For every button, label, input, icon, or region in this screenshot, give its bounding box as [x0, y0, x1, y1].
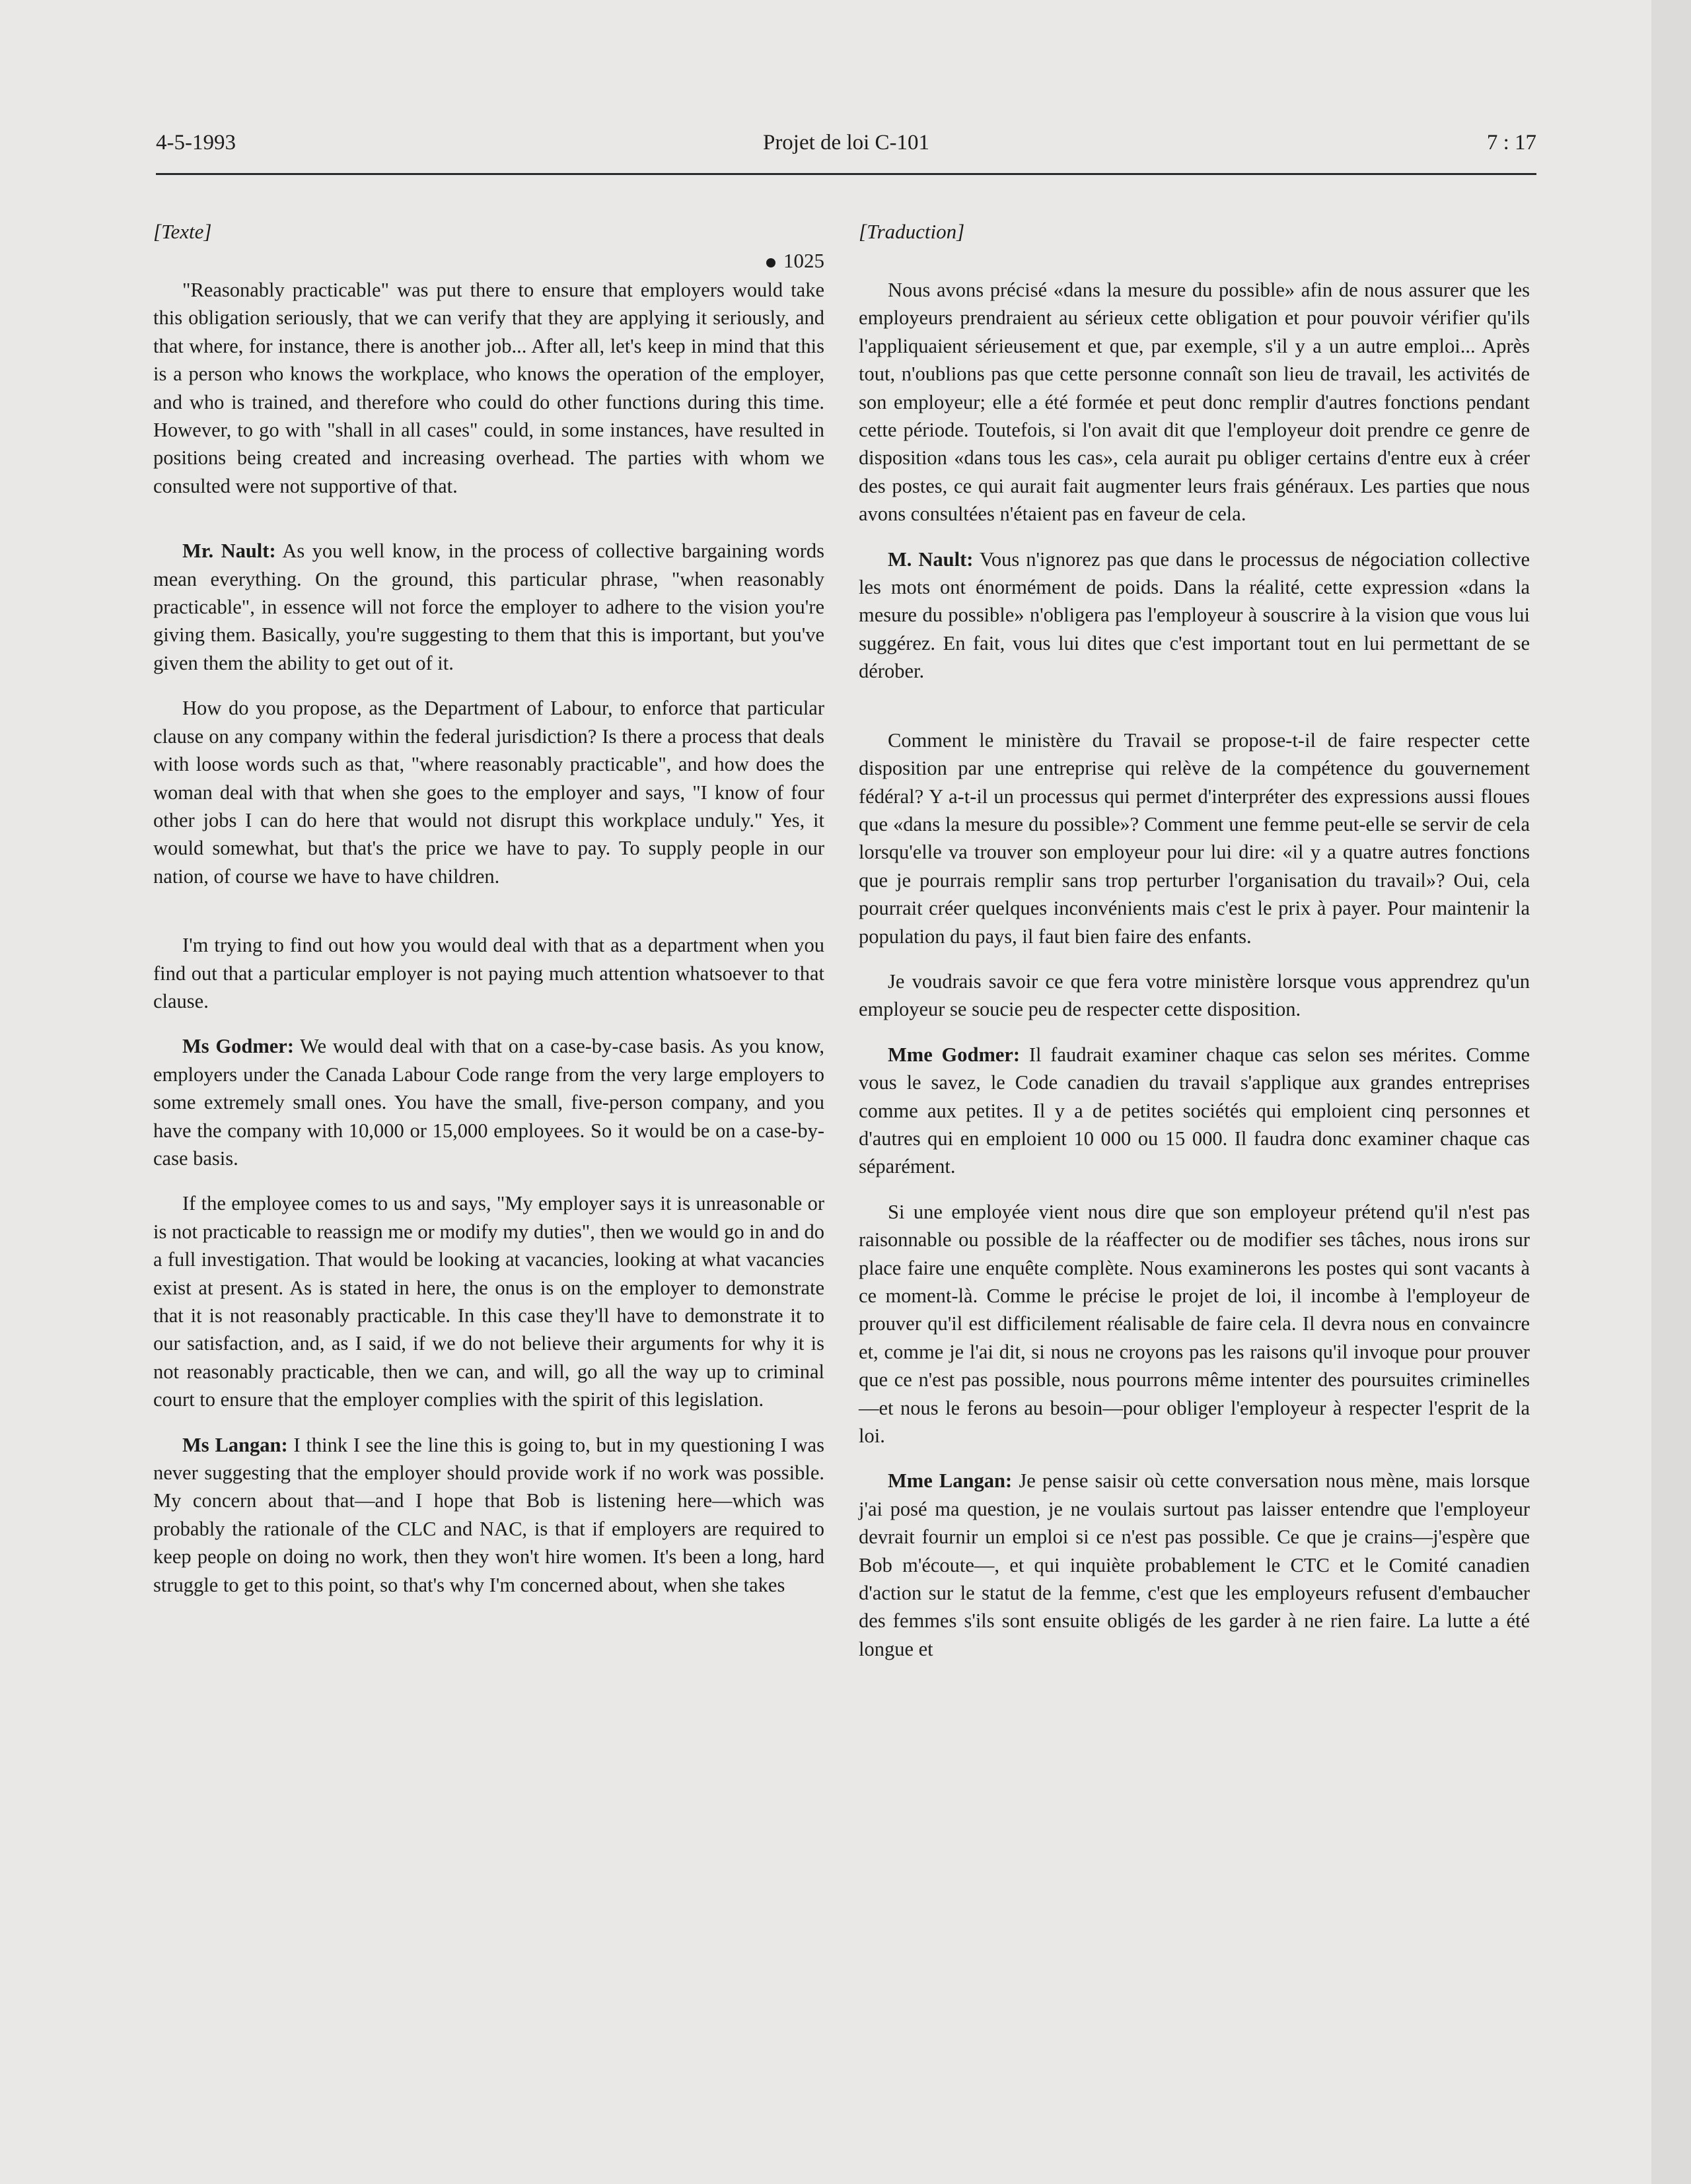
paragraph: Si une employée vient nous dire que son employeur prétend qu'il n'est pas raisonnable ou possible de la réaffecter ou de modifier ses tâches, nous irons sur place faire une enquête complète. Nous examinerons les postes qui sont vacants à ce moment-là. Comme le précise le projet de loi, il incombe à l'employeur de prouver qu'il est difficilement réalisable de faire cela. Il devra nous en convaincre et, comme je l'ai dit, si nous ne croyons pas les raisons qu'il invoque pour prouver que ce n'est pas possible, nous pourrons même intenter des poursuites criminelles—et nous le ferons au besoin—pour obliger l'employeur à respecter l'esprit de la loi. [859, 1200, 1530, 1448]
timestamp-value: 1025 [783, 249, 824, 272]
paragraph-text: Vous n'ignorez pas que dans le processus de négociation collective les mots ont énormément de poids. Dans la réalité, cette expression «dans la mesure du possible» n'obligera pas l'employeur à souscrire à la vision que vous lui suggérez. En fait, vous lui dites que c'est important tout en lui permettant de se dérober. [859, 547, 1530, 683]
speaker-name: Ms Godmer: [182, 1035, 294, 1058]
speaker-name: Mme Langan: [888, 1469, 1013, 1493]
paragraph-text: We would deal with that on a case-by-case basis. As you know, employers under the Canada Labour Code range from the very large employers to some extremely small ones. You have the small, five-person company, and you have the company with 10,000 or 15,000 employees. So it would be on a case-by-case basis. [153, 1035, 825, 1170]
paragraph-text: Il faudrait examiner chaque cas selon ses mérites. Comme vous le savez, le Code canadien du travail s'applique aux grandes entreprises comme aux petites. Il y a de petites sociétés qui emploient cinq personnes et d'autres qui en emploient 10 000 ou 15 000. Il faudra donc examiner chaque cas séparément. [859, 1043, 1530, 1178]
paragraph: Je voudrais savoir ce que fera votre ministère lorsque vous apprendrez qu'un employeur se soucie peu de respecter cette disposition. [859, 969, 1530, 1021]
english-column [153, 218, 824, 1988]
paragraph-text: As you well know, in the process of collective bargaining words mean everything. On the ground, this particular phrase, "when reasonably practicable", in essence will not force the employer to adhere to the vision you're giving them. Basically, you're suggesting to them that this is important, but you've given them the ability to get out of it. [153, 540, 824, 674]
translation-marker: [Traduction] [859, 220, 965, 243]
paragraph: If the employee comes to us and says, "My employer says it is unreasonable or is not practicable to reassign me or modify my duties", then we would go in and do a full investigation. That would be looking at vacancies, looking at what vacancies exist at present. As is stated in here, the onus is on the employer to demonstrate that it is not reasonably practicable. In this case they'll have to demonstrate it to our satisfaction, and, as I said, if we do not believe their arguments for why it is not reasonably practicable, then we can, and will, go all the way up to criminal court to ensure that the employer complies with the spirit of this legislation. [153, 1192, 824, 1411]
french-column [859, 218, 1530, 1988]
bullet-icon [766, 258, 775, 267]
header-page-number: 7 : 17 [1486, 131, 1536, 155]
paragraph [859, 1041, 1530, 1181]
paragraph [859, 1467, 1530, 1663]
text-marker: [Texte] [153, 220, 212, 243]
page-header [156, 131, 1536, 170]
paragraph-text: Je pense saisir où cette conversation nous mène, mais lorsque j'ai posé ma question, je ne voulais surtout pas laisser entendre que l'employeur devrait fournir un emploi si ce n'est pas possible. Ce que je crains—j'espère que Bob m'écoute—, et qui inquiète probablement le CTC et le Comité canadien d'action sur le statut de la femme, c'est que les employeurs refusent d'embaucher des femmes s'ils sont ensuite obligés de les garder à ne rien faire. La lutte a été longue et [859, 1469, 1530, 1660]
paragraph: I'm trying to find out how you would deal with that as a department when you find out that a particular employer is not paying much attention whatsoever to that clause. [153, 934, 824, 1012]
timestamp [153, 247, 824, 276]
paragraph [153, 1431, 824, 1599]
header-title: Projet de loi C-101 [762, 131, 930, 155]
paragraph [153, 537, 824, 677]
paragraph: Comment le ministère du Travail se propose-t-il de faire respecter cette disposition par une entreprise qui relève de la compétence du gouvernement fédéral? Y a-t-il un processus qui permet d'interpréter des expressions aussi floues que «dans la mesure du possible»? Comment une femme peut-elle se servir de cela lorsqu'elle va trouver son employeur pour lui dire: «il y a quatre autres fonctions que je pourrais remplir sans trop perturber l'organisation du travail»? Oui, cela pourrait créer quelques inconvénients mais c'est le prix à payer. Pour maintenir la population du pays, il faut bien faire des enfants. [859, 728, 1530, 948]
header-date: 4-5-1993 [156, 131, 236, 155]
paragraph [859, 546, 1530, 686]
paragraph: How do you propose, as the Department of Labour, to enforce that particular clause on any company within the federal jurisdiction? Is there a process that deals with loose words such as that, "where reasonably practicable", and how does the woman deal with that when she goes to the employer and says, "I know of four other jobs I can do here that would not disrupt this workplace unduly." Yes, it would somewhat, but that's the price we have to pay. To supply people in our nation, of course we have to have children. [153, 697, 824, 888]
paragraph: "Reasonably practicable" was put there to ensure that employers would take this obligation seriously, that we can verify that they are applying it seriously, and that where, for instance, there is another job... After all, let's keep in mind that this is a person who knows the workplace, who knows the operation of the employer, and who is trained, and therefore who could do other functions during this time. However, to go with "shall in all cases" could, in some instances, have resulted in positions being created and increasing overhead. The parties with whom we consulted were not supportive of that. [153, 279, 824, 497]
header-rule [156, 173, 1536, 175]
paragraph: Nous avons précisé «dans la mesure du possible» afin de nous assurer que les employeurs prendraient au sérieux cette obligation et pour pouvoir vérifier qu'ils l'appliquaient sérieusement et que, par exemple, s'il y a un autre emploi... Après tout, n'oublions pas que cette personne connaît son lieu de travail, les activités de son employeur; elle a été formée et peut donc remplir d'autres fonctions pendant cette période. Toutefois, si l'on avait dit que l'employeur doit prendre ce genre de disposition «dans tous les cas», cela aurait pu obliger certains d'entre eux à créer des postes, ce qui aurait fait augmenter leurs frais généraux. Les parties que nous avons consultées n'étaient pas en faveur de cela. [859, 279, 1530, 526]
speaker-name: M. Nault: [888, 547, 974, 571]
speaker-name: Ms Langan: [182, 1433, 288, 1456]
paragraph-text: I think I see the line this is going to, but in my questioning I was never suggesting that the employer should provide work if no work was possible. My concern about that—and I hope that Bob is listening here—which was probably the rationale of the CLC and NAC, is that if employers are required to keep people on doing no work, then they won't hire women. It's been a long, hard struggle to get to this point, so that's why I'm concerned about, when she takes [153, 1433, 824, 1596]
page-edge [1651, 0, 1691, 2184]
speaker-name: Mme Godmer: [888, 1043, 1021, 1066]
speaker-name: Mr. Nault: [182, 540, 276, 563]
paragraph [153, 1032, 824, 1172]
